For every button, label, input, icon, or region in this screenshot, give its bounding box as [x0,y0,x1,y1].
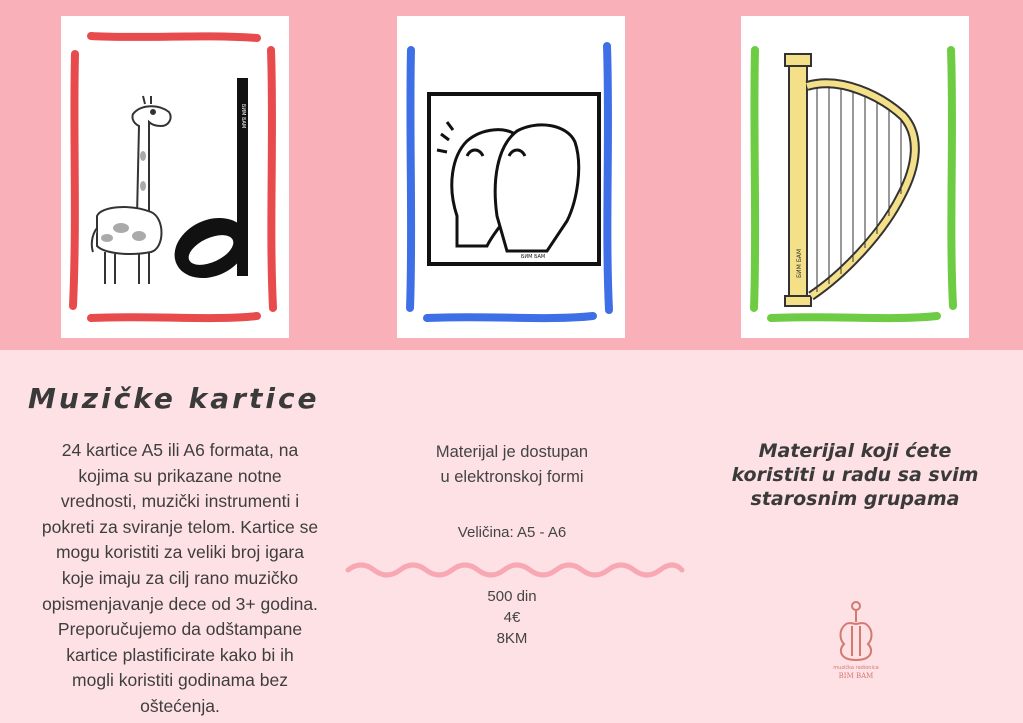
description-line: pokreti za sviranje telom. Kartice se [41,516,319,537]
card-border-right [271,50,273,308]
page-title: Muzičke kartice [28,382,320,415]
availability-line: u elektronskoj formi [440,468,584,486]
logo-small-text: muzička radionica [833,665,879,671]
description-line: opismenjavanje dece od 3+ godina. [42,593,318,614]
description-line: Preporučujemo da odštampane [57,619,303,640]
bim-bam-logo [828,600,884,682]
description-line: kojima su prikazane notne [78,465,282,486]
card-border-bottom [427,316,593,318]
brand-text: БИМ БАМ [240,104,246,129]
card-border-left [754,50,755,308]
card-border-left [410,50,411,308]
description-line: mogli koristiti godinama bez [72,670,288,691]
card-border-top [91,36,257,38]
card-border-right [607,46,609,310]
clapping-hands-card [397,16,625,338]
tagline-line: starosnim grupama [750,488,960,510]
giraffe-icon [92,96,171,284]
card-border-bottom [771,316,937,318]
harp-icon [785,54,915,306]
price-eur: 4€ [503,609,521,626]
wavy-divider [344,558,686,582]
card-illustration [61,16,289,338]
prices [392,586,632,649]
price-rsd: 500 din [487,588,537,605]
description-line: 24 kartice A5 ili A6 formata, na [61,440,299,460]
card-border-bottom [91,316,257,318]
tagline [720,439,990,511]
price-km: 8KM [496,630,528,647]
card-illustration [741,16,969,338]
logo-brand-text: BIM BAM [838,672,874,680]
description-line: koje imaju za cilj rano muzičko [61,567,299,588]
harp-card [741,16,969,338]
availability-line: Materijal je dostupan [435,443,589,461]
guitar-icon [841,602,872,660]
brand-text: БИМ БАМ [796,248,803,278]
description-line: kartice plastificirate kako bi ih [66,644,294,665]
size-text: Veličina: A5 - A6 [457,524,567,541]
clapping-hands-icon [429,94,599,264]
card-border-left [73,54,75,306]
description-line: mogu koristiti za veliki broj igara [55,542,304,563]
card-border-right [951,50,953,306]
tagline-line: Materijal koji ćete [758,440,952,462]
tagline-line: koristiti u radu sa svim [731,464,979,486]
description-line: oštećenja. [140,695,220,716]
availability-text [392,440,632,490]
description-line: vrednosti, muzički instrumenti i [60,491,300,512]
brand-text: БИМ БАМ [521,254,546,260]
description [10,438,350,720]
card-illustration [397,16,625,338]
giraffe-half-note-card [61,16,289,338]
